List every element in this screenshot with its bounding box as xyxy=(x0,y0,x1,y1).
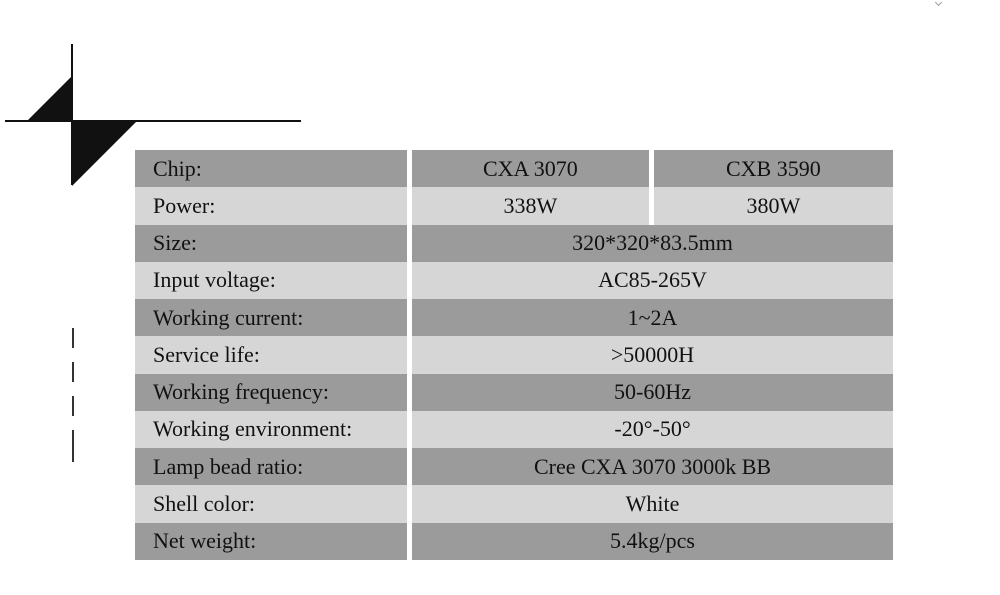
row-label: Service life: xyxy=(135,336,410,373)
row-value: -20°-50° xyxy=(410,411,894,448)
decorative-dash xyxy=(72,396,74,416)
row-label: Shell color: xyxy=(135,485,410,522)
lower-triangle-shape xyxy=(72,122,136,186)
spec-table xyxy=(135,150,893,560)
row-value: 5.4kg/pcs xyxy=(410,523,894,560)
row-value: 50-60Hz xyxy=(410,374,894,411)
row-value: 1~2A xyxy=(410,299,894,336)
table-row xyxy=(135,262,893,299)
row-label: Lamp bead ratio: xyxy=(135,448,410,485)
chip-model-b: CXB 3590 xyxy=(651,150,893,187)
decorative-dash xyxy=(72,430,74,462)
row-value: White xyxy=(410,485,894,522)
table-row xyxy=(135,485,893,522)
decorative-dash xyxy=(72,362,74,382)
row-value: Cree CXA 3070 3000k BB xyxy=(410,448,894,485)
row-label: Working current: xyxy=(135,299,410,336)
row-label: Size: xyxy=(135,225,410,262)
power-value-b: 380W xyxy=(651,187,893,224)
row-value: >50000H xyxy=(410,336,894,373)
row-label: Input voltage: xyxy=(135,262,410,299)
power-value-a: 338W xyxy=(410,187,652,224)
row-label: Working environment: xyxy=(135,411,410,448)
table-row xyxy=(135,299,893,336)
decorative-corner-tick xyxy=(935,0,942,6)
row-label: Net weight: xyxy=(135,523,410,560)
row-label: Power: xyxy=(135,187,410,224)
table-row-chip xyxy=(135,150,893,187)
table-row xyxy=(135,411,893,448)
table-row xyxy=(135,374,893,411)
upper-triangle-shape xyxy=(28,76,72,120)
table-row xyxy=(135,225,893,262)
row-label: Working frequency: xyxy=(135,374,410,411)
chip-model-a: CXA 3070 xyxy=(410,150,652,187)
decorative-triangles xyxy=(0,0,140,190)
table-row xyxy=(135,448,893,485)
table-row-power xyxy=(135,187,893,224)
table-row xyxy=(135,336,893,373)
decorative-dash xyxy=(72,328,74,348)
row-value: AC85-265V xyxy=(410,262,894,299)
row-label: Chip: xyxy=(135,150,410,187)
row-value: 320*320*83.5mm xyxy=(410,225,894,262)
table-row xyxy=(135,523,893,560)
